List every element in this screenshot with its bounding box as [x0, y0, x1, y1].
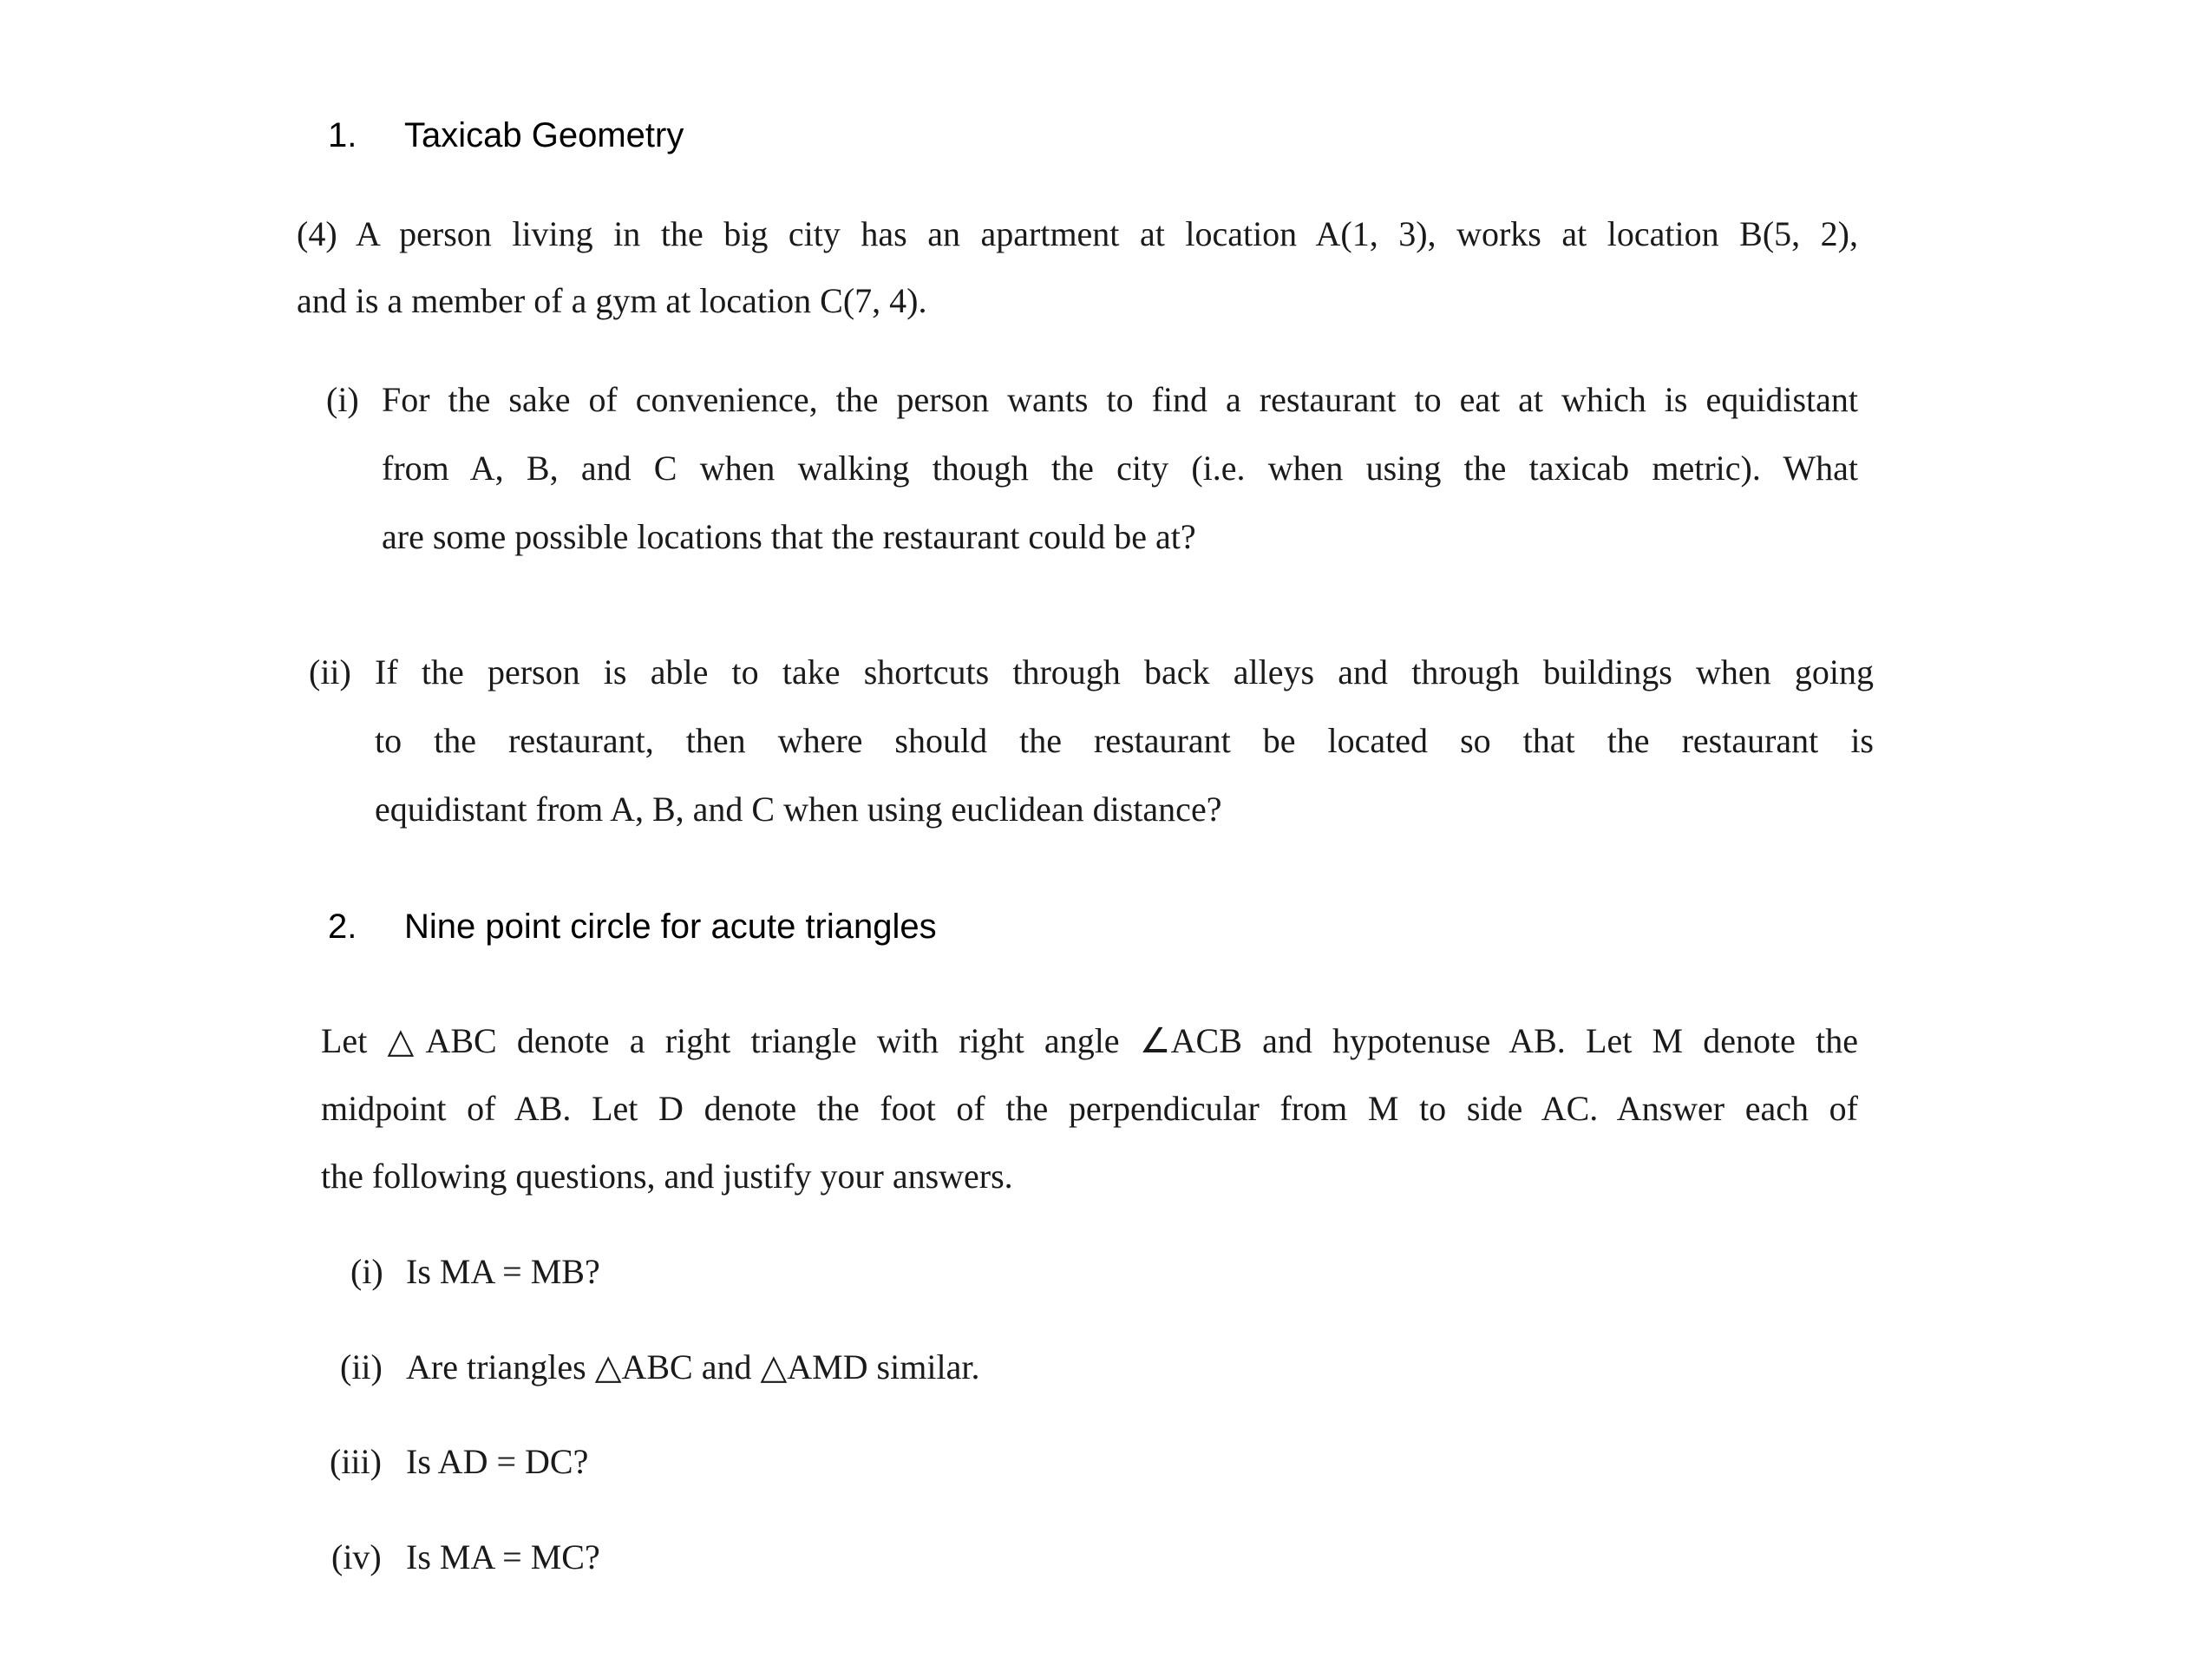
part-ii-label: (ii): [309, 652, 351, 692]
question-i-text: Is MA = MB?: [406, 1252, 600, 1291]
part-ii-line-1: If the person is able to take shortcuts through back alleys and through buildings when going: [375, 652, 1874, 692]
question-ii-text: Are triangles △ABC and △AMD similar.: [406, 1347, 980, 1386]
section-2-intro-line-1: Let △ABC denote a right triangle with right angle ∠ACB and hypotenuse AB. Let M denote the: [321, 1021, 1858, 1060]
section-2-title: Nine point circle for acute triangles: [404, 908, 937, 946]
section-2-intro-line-3: the following questions, and justify your answers.: [321, 1157, 1013, 1196]
problem-4-line-2: and is a member of a gym at location C(7, 4).: [297, 281, 927, 320]
part-ii-line-2: to the restaurant, then where should the restaurant be located so that the restaurant is: [375, 721, 1874, 760]
question-ii-label: (ii): [340, 1347, 383, 1386]
question-i-label: (i): [350, 1252, 383, 1291]
part-i-line-2: from A, B, and C when walking though the city (i.e. when using the taxicab metric). What: [382, 449, 1858, 488]
part-i-line-1: For the sake of convenience, the person wants to find a restaurant to eat at which is equidistant: [382, 380, 1858, 419]
question-iv-text: Is MA = MC?: [406, 1537, 600, 1576]
part-i-label: (i): [326, 380, 359, 419]
question-iv-label: (iv): [331, 1537, 382, 1576]
question-iii-text: Is AD = DC?: [406, 1442, 589, 1481]
section-1-title: Taxicab Geometry: [404, 116, 684, 154]
section-2-intro-line-2: midpoint of AB. Let D denote the foot of the perpendicular from M to side AC. Answer each of: [321, 1089, 1858, 1128]
part-ii-line-3: equidistant from A, B, and C when using euclidean distance?: [375, 790, 1222, 829]
question-iii-label: (iii): [330, 1442, 382, 1481]
part-i-line-3: are some possible locations that the restaurant could be at?: [382, 517, 1196, 556]
section-1-number: 1.: [328, 116, 357, 154]
problem-4-line-1: (4) A person living in the big city has an apartment at location A(1, 3), works at location B(5, 2),: [297, 214, 1858, 253]
section-2-number: 2.: [328, 908, 357, 946]
